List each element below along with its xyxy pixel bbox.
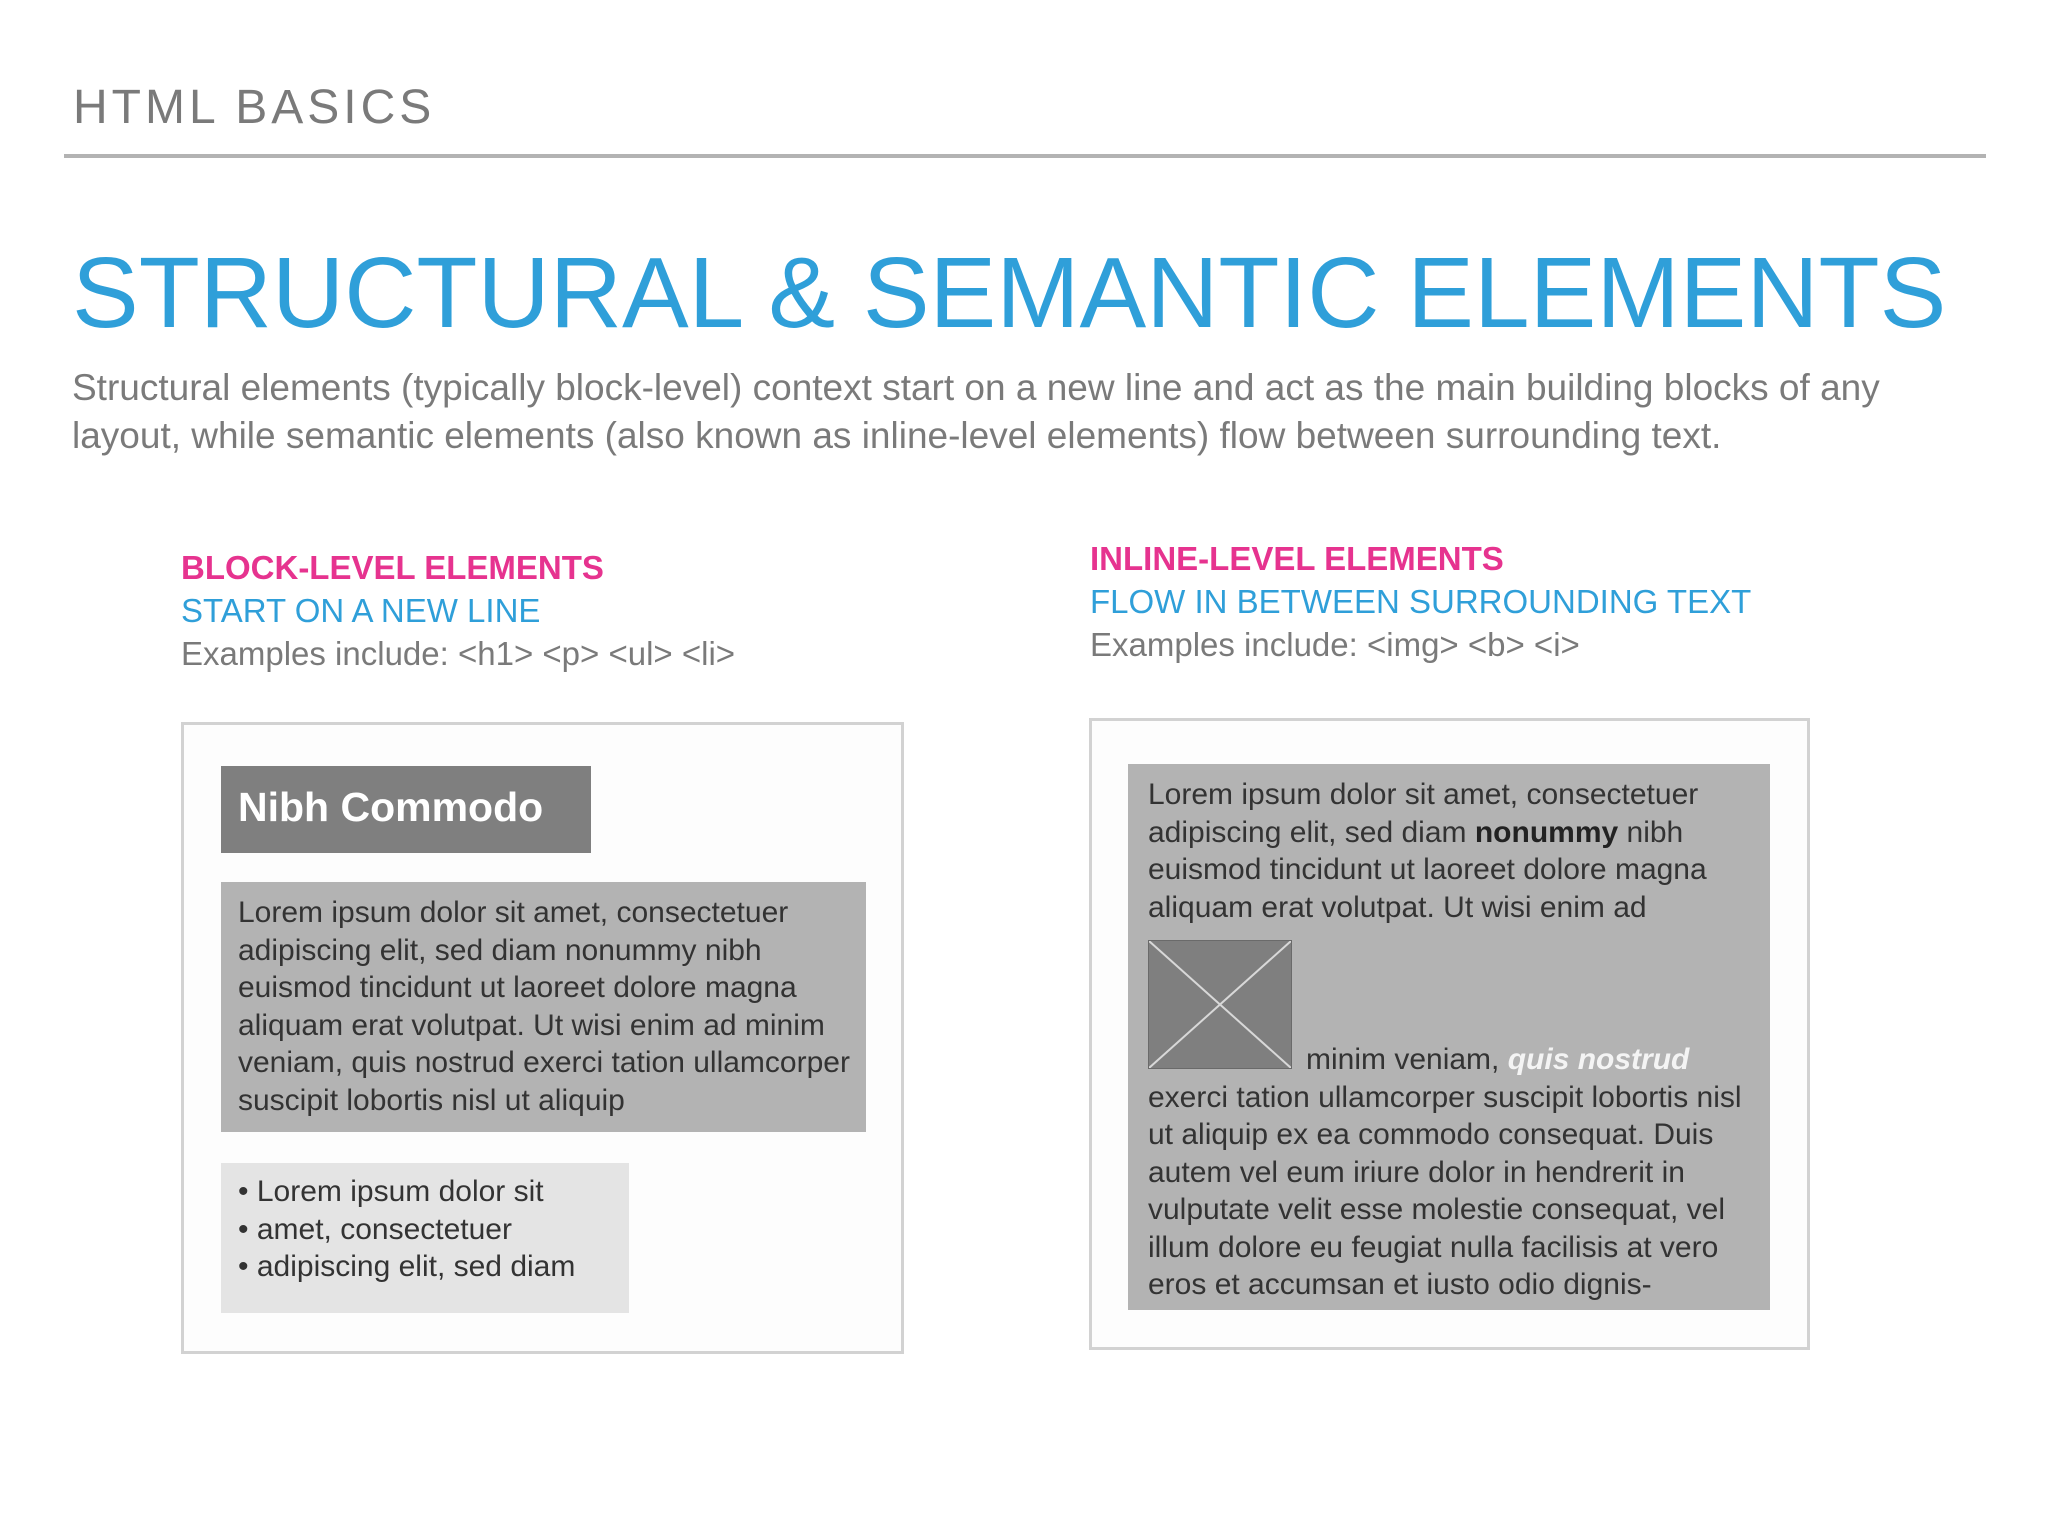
- inline-text-end: exerci tation ullamcorper suscipit lobortis nisl ut aliquip ex ea commodo consequat. Duis autem vel eum iriure dolor in hendrerit in vulputate velit esse molestie consequat, vel illum dolore eu feugiat nulla facilisis at vero eros et accumsan et iusto odio dignis-: [1148, 1080, 1742, 1301]
- list-item: • adipiscing elit, sed diam: [238, 1248, 629, 1286]
- block-level-heading-group: [181, 546, 735, 675]
- inline-text-after-image: minim veniam,: [1306, 1043, 1508, 1076]
- block-level-subtitle: START ON A NEW LINE: [181, 592, 541, 629]
- demo-list-block: [221, 1163, 629, 1313]
- intro-paragraph: Structural elements (typically block-level) context start on a new line and act as the main building blocks of any layout, while semantic elements (also known as inline-level elements) flow between surrounding text.: [72, 367, 1880, 456]
- block-level-examples: Examples include: <h1> <p> <ul> <li>: [181, 635, 736, 672]
- list-item: • Lorem ipsum dolor sit: [238, 1173, 629, 1211]
- list-item: • amet, consectetuer: [238, 1211, 629, 1249]
- demo-heading-block: Nibh Commodo: [221, 766, 591, 853]
- section-label: HTML BASICS: [73, 81, 436, 134]
- header-divider: [64, 154, 1986, 158]
- inline-level-heading-group: [1090, 537, 1751, 666]
- inline-italic-text: quis nostrud: [1507, 1043, 1690, 1076]
- inline-level-title: INLINE-LEVEL ELEMENTS: [1090, 540, 1504, 577]
- demo-paragraph-block: Lorem ipsum dolor sit amet, consectetuer adipiscing elit, sed diam nonummy nibh euismod tincidunt ut laoreet dolore magna aliquam erat volutpat. Ut wisi enim ad minim veniam, quis nostrud exerci tation ullamcorper suscipit lobortis nisl ut aliquip: [221, 882, 866, 1132]
- inline-level-examples: Examples include: <img> <b> <i>: [1090, 626, 1580, 663]
- inline-text-middle: nibh euismod tincidunt ut laoreet dolore magna aliquam erat volutpat. Ut wisi enim ad: [1148, 815, 1707, 924]
- inline-text-start: Lorem ipsum dolor sit amet, consectetuer adipiscing elit, sed diam: [1148, 778, 1699, 849]
- page-title: STRUCTURAL & SEMANTIC ELEMENTS: [72, 237, 1947, 349]
- inline-bold-text: nonummy: [1474, 815, 1619, 849]
- image-placeholder-icon: [1148, 940, 1292, 1069]
- demo-inline-text-block: [1128, 764, 1770, 1310]
- block-level-title: BLOCK-LEVEL ELEMENTS: [181, 549, 604, 586]
- inline-level-subtitle: FLOW IN BETWEEN SURROUNDING TEXT: [1090, 583, 1752, 620]
